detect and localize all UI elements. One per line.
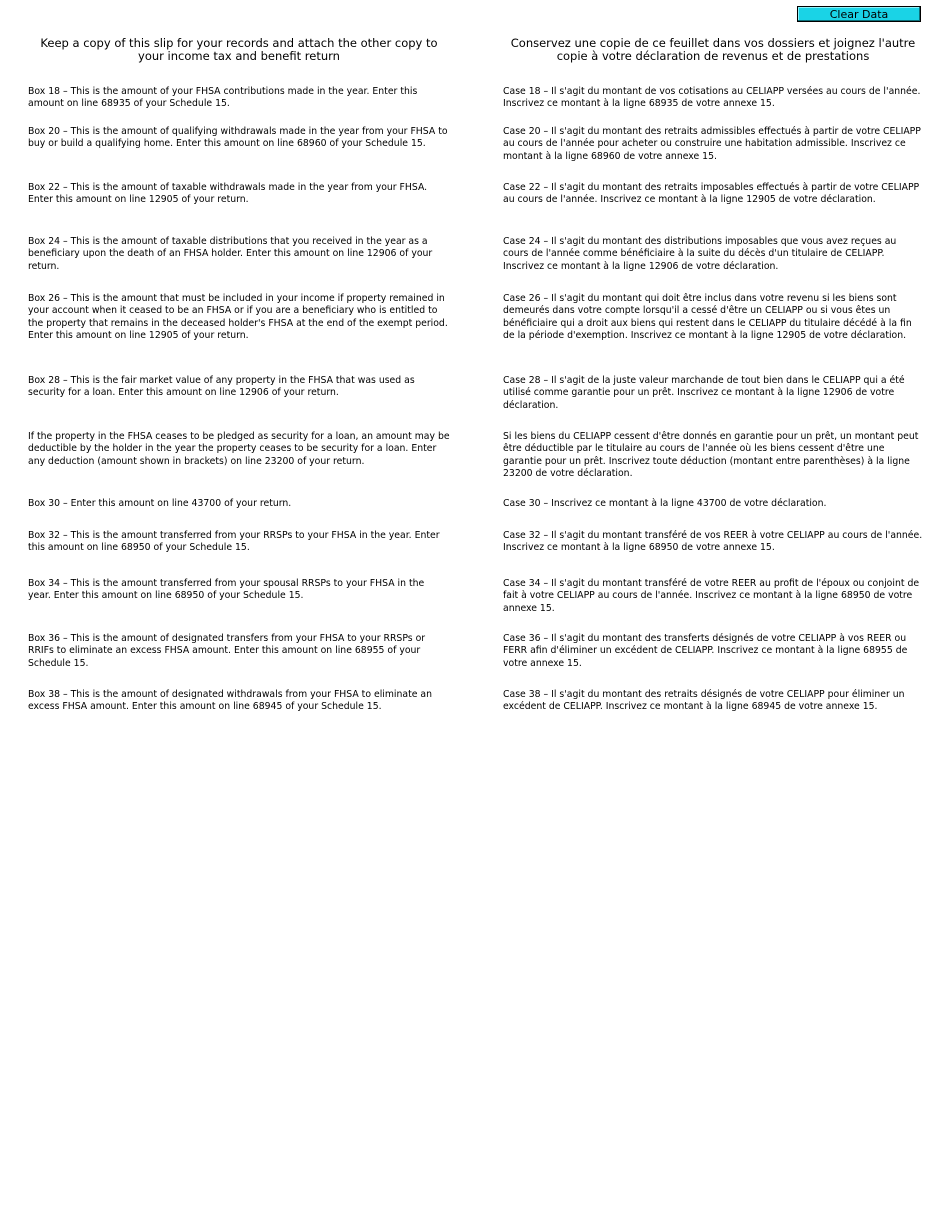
french-item-case-34: Case 34 – Il s'agit du montant transféré de votre REER au profit de l'époux ou conjoint de fait à votre CELIAPP au cours de l'année. Inscrivez ce montant à la ligne 68950 de votre annexe 15. [503, 578, 920, 614]
french-item-case-26: Case 26 – Il s'agit du montant qui doit être inclus dans votre revenu si les biens sont demeurés dans votre compte lorsqu'il a cessé d'être un CELIAPP ou si vous êtes un bénéficiaire qui a droit aux biens qui restent dans le CELIAPP du titulaire décédé à la fin de la période d'exemption. Inscrivez ce montant à la ligne 12905 de votre déclaration. [503, 293, 912, 342]
french-item-case-20: Case 20 – Il s'agit du montant des retraits admissibles effectués à partir de votre CELIAPP au cours de l'année pour acheter ou construire une habitation admissible. Inscrivez ce montant à la ligne 68960 de votre annexe 15. [503, 126, 921, 162]
french-item-case-28: Case 28 – Il s'agit de la juste valeur marchande de tout bien dans le CELIAPP qui a été utilisé comme garantie pour un prêt. Inscrivez ce montant à la ligne 12906 de votre déclaration. [503, 375, 905, 411]
french-item-case-36: Case 36 – Il s'agit du montant des transferts désignés de votre CELIAPP à vos REER ou FERR afin d'éliminer un excédent de CELIAPP. Inscrivez ce montant à la ligne 68955 de votre annexe 15. [503, 633, 908, 669]
french-item-case-24: Case 24 – Il s'agit du montant des distributions imposables que vous avez reçues au cours de l'année comme bénéficiaire à la suite du décès d'un titulaire de CELIAPP. Inscrivez ce montant à la ligne 12906 de votre déclaration. [503, 236, 897, 272]
english-item-box-34: Box 34 – This is the amount transferred from your spousal RRSPs to your FHSA in the year. Enter this amount on line 68950 of your Schedule 15. [28, 578, 425, 602]
french-item-case-32: Case 32 – Il s'agit du montant transféré de vos REER à votre CELIAPP au cours de l'année. Inscrivez ce montant à la ligne 68950 de votre annexe 15. [503, 530, 923, 554]
english-item-pledged-property: If the property in the FHSA ceases to be pledged as security for a loan, an amount may be deductible by the holder in the year the property ceases to be security for a loan. Enter any deduction (amount shown in brackets) on line 23200 of your return. [28, 431, 450, 467]
english-heading: Keep a copy of this slip for your records and attach the other copy to your income tax and benefit return [40, 36, 438, 63]
french-item-case-22: Case 22 – Il s'agit du montant des retraits imposables effectués à partir de votre CELIAPP au cours de l'année. Inscrivez ce montant à la ligne 12905 de votre déclaration. [503, 182, 920, 206]
english-item-box-22: Box 22 – This is the amount of taxable withdrawals made in the year from your FHSA. Enter this amount on line 12905 of your return. [28, 182, 428, 206]
english-item-box-30: Box 30 – Enter this amount on line 43700 of your return. [28, 498, 292, 509]
english-item-box-32: Box 32 – This is the amount transferred from your RRSPs to your FHSA in the year. Enter this amount on line 68950 of your Schedule 15. [28, 530, 440, 554]
english-item-box-38: Box 38 – This is the amount of designated withdrawals from your FHSA to eliminate an excess FHSA amount. Enter this amount on line 68945 of your Schedule 15. [28, 689, 432, 713]
english-item-box-18: Box 18 – This is the amount of your FHSA contributions made in the year. Enter this amount on line 68935 of your Schedule 15. [28, 86, 418, 110]
english-item-box-20: Box 20 – This is the amount of qualifying withdrawals made in the year from your FHSA to buy or build a qualifying home. Enter this amount on line 68960 of your Schedule 15. [28, 126, 448, 150]
french-heading: Conservez une copie de ce feuillet dans vos dossiers et joignez l'autre copie à votre déclaration de revenus et de prestations [510, 36, 916, 63]
english-item-box-24: Box 24 – This is the amount of taxable distributions that you received in the year as a beneficiary upon the death of an FHSA holder. Enter this amount on line 12906 of your return. [28, 236, 433, 272]
clear-data-button[interactable]: Clear Data [797, 6, 921, 22]
french-item-pledged-property: Si les biens du CELIAPP cessent d'être donnés en garantie pour un prêt, un montant peut être déductible par le titulaire au cours de l'année où les biens cessent d'être une garantie pour un prêt. Inscrivez toute déduction (montant entre parenthèses) à la ligne 23200 de votre déclaration. [503, 431, 919, 480]
french-item-case-38: Case 38 – Il s'agit du montant des retraits désignés de votre CELIAPP pour éliminer un excédent de CELIAPP. Inscrivez ce montant à la ligne 68945 de votre annexe 15. [503, 689, 905, 713]
english-item-box-26: Box 26 – This is the amount that must be included in your income if property remained in your account when it ceased to be an FHSA or if you are a beneficiary who is entitled to the property that remains in the deceased holder's FHSA at the end of the exempt period. Enter this amount on line 12905 of your return. [28, 293, 448, 342]
french-item-case-18: Case 18 – Il s'agit du montant de vos cotisations au CELIAPP versées au cours de l'année. Inscrivez ce montant à la ligne 68935 de votre annexe 15. [503, 86, 921, 110]
english-item-box-28: Box 28 – This is the fair market value of any property in the FHSA that was used as security for a loan. Enter this amount on line 12906 of your return. [28, 375, 415, 399]
english-item-box-36: Box 36 – This is the amount of designated transfers from your FHSA to your RRSPs or RRIFs to eliminate an excess FHSA amount. Enter this amount on line 68955 of your Schedule 15. [28, 633, 426, 669]
french-item-case-30: Case 30 – Inscrivez ce montant à la ligne 43700 de votre déclaration. [503, 498, 827, 509]
